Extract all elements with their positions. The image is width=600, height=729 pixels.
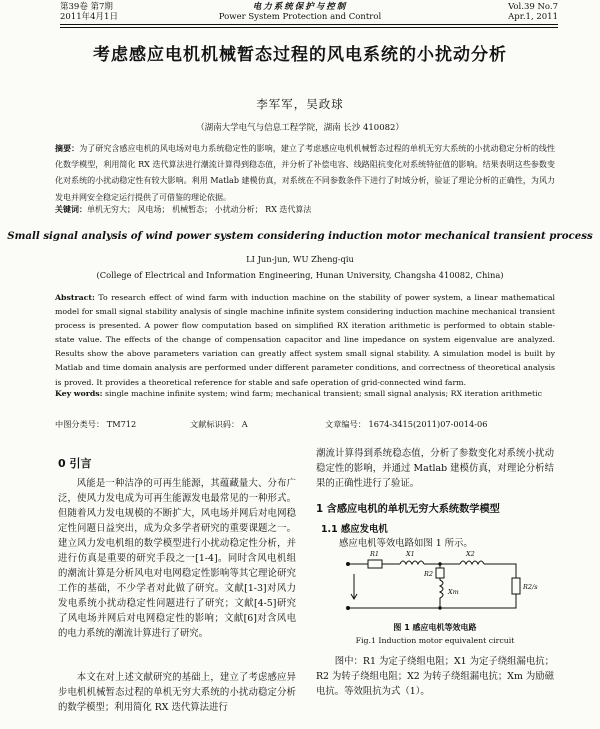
affiliation-cn: （湖南大学电气与信息工程学院，湖南 长沙 410082） [196, 123, 404, 133]
abstract-cn-label: 摘要： [55, 143, 80, 153]
keywords-cn-label: 关键词： [55, 204, 87, 214]
journal-name-cn: 电力系统保护与控制 [252, 2, 348, 12]
resistor-r2-branch [436, 568, 444, 578]
wire-bottom [348, 594, 516, 608]
affiliation-en: (College of Electrical and Information Engineering, Hunan University, Changsha 410082, China) [96, 270, 504, 280]
section-0-heading: 0 引言 [58, 457, 92, 470]
inductor-x2 [460, 561, 484, 564]
abstract-en [55, 291, 555, 390]
label-r2: R2 [424, 570, 434, 578]
keywords-en-label: Key words: [55, 389, 103, 398]
header-vol-no: Vol.39 No.7 [508, 2, 558, 12]
keywords-cn [55, 204, 555, 215]
wire-x2-load [484, 564, 516, 578]
title-cn: 考虑感应电机机械暂态过程的风电系统的小扰动分析 [93, 45, 507, 65]
title-en: Small signal analysis of wind power system considering induction motor mechanical transient process [7, 230, 593, 242]
label-x1: X1 [406, 550, 415, 558]
subsection-1-1-text: 感应电机等效电路如图 1 所示。 [339, 538, 473, 549]
header-volume: 第39卷 第7期 [60, 2, 113, 12]
authors-cn: 李军军，吴政球 [256, 97, 344, 111]
article-number: 文章编号： 1674-3415(2011)07-0014-06 [325, 419, 488, 429]
abstract-cn-text: 为了研究含感应电机的风电场对电力系统稳定性的影响，建立了考虑感应电机机械暂态过程的单机无穷大系统的小扰动稳定分析的线性化数学模型，利用简化 RX 迭代算法进行潮流计算得到稳态值，并分析了补偿电容、线路阻抗变化对系统特征值的影响。结果表明这些参数变化对系统的小扰动稳定性有较大影响。利用 Matlab 建模仿真，对系统在不同参数条件下进行了时域分析，验证了理论分析的正确性，为风力发电并网安全稳定运行提供了可借鉴的理论依据。 [55, 144, 556, 202]
header-volume-en [508, 2, 558, 22]
journal-name-en: Power System Protection and Control [218, 12, 382, 22]
keywords-cn-text: 单机无穷大； 风电场； 机械暂态； 小扰动分析； RX 迭代算法 [87, 205, 312, 214]
label-xm: Xm [448, 588, 459, 596]
intro-paragraph-2: 本文在对上述文献研究的基础上，建立了考虑感应异步电机机械暂态过程的单机无穷大系统的小扰动稳定分析的数学模型；利用简化 RX 迭代算法进行 [58, 672, 296, 713]
inductor-xm [440, 578, 443, 608]
node-top [439, 563, 441, 565]
header-rule [60, 24, 558, 25]
section-1-heading: 1 含感应电机的单机无穷大系统数学模型 [316, 504, 500, 515]
document-code: 文献标识码： A [190, 419, 248, 429]
header-date: 2011年4月1日 [60, 12, 118, 22]
label-r1: R1 [370, 550, 380, 558]
subsection-1-1-heading: 1.1 感应发电机 [321, 524, 388, 535]
abstract-cn [55, 140, 555, 206]
header-rule-thin [60, 27, 558, 28]
figure-1-description: 图中：R1 为定子绕组电阻；X1 为定子绕组漏电抗；R2 为转子绕组电阻；X2 为转子绕组漏电抗；Xm 为励磁电抗。等效阻抗为式（1）。 [316, 656, 554, 697]
terminal-top [347, 563, 350, 566]
keywords-en [55, 389, 555, 398]
resistor-r2s [512, 578, 520, 594]
label-x2: X2 [466, 550, 475, 558]
abstract-en-text: To research effect of wind farm with induction machine on the stability of power system, a linear mathematical model for small signal stability analysis of single machine infinite system considering induction machine mechanical transient process is presented. A power flow computation based on simplified RX iteration arithmetic is performed to obtain stable-state value. The effects of the change of compensation capacitor and line impedance on system eigenvalue are analyzed. Results show the above parameters variation can greatly affect system small signal stability. A simulation model is built by Matlab and time domain analysis are performed under different parameter conditions, and correctness of theoretical analysis is proved. It provides a theoretical reference for stable and safe operation of grid-connected wind farm. [55, 293, 555, 387]
abstract-en-label: Abstract: [55, 293, 95, 302]
figure-1-caption-cn: 图 1 感应电机等效电路 [393, 623, 477, 632]
keywords-en-text: single machine infinite system; wind farm; mechanical transient; small signal analysis; RX iteration arithmetic [105, 389, 542, 398]
right-col-continued: 潮流计算得到系统稳态值，分析了参数变化对系统小扰动稳定性的影响，并通过 Matlab 建模仿真，对理论分析结果的正确性进行了验证。 [316, 448, 554, 489]
node-bottom [439, 607, 441, 609]
figure-1-caption-en: Fig.1 Induction motor equivalent circuit [355, 636, 515, 645]
header-date-en: Apr.1, 2011 [508, 12, 558, 22]
authors-en: LI Jun-jun, WU Zheng-qiu [246, 254, 354, 264]
label-r2s: R2/s [523, 583, 538, 591]
clc-number: 中图分类号： TM712 [55, 419, 137, 429]
terminal-bottom [347, 607, 350, 610]
resistor-r1 [368, 560, 382, 568]
inductor-x1 [400, 561, 424, 564]
figure-1-circuit [340, 546, 540, 618]
intro-paragraph-1: 风能是一种洁净的可再生能源，其蕴藏量大、分布广泛，使风力发电成为可再生能源发电最常见的一种形式。但随着风力发电规模的不断扩大，风电场并网后对电网稳定性问题日益突出，成为众多学者研究的重要课题之一。建立风力发电机组的数学模型进行小扰动稳定性分析，并进行仿真是重要的研究手段之一[1-4]。同时含风电机组的潮流计算是分析风电对电网稳定性影响等其它理论研究工作的基础，不少学者对此做了研究。文献[1-3]对风力发电系统小扰动稳定性问题进行了研究；文献[4-5]研究了风电场并网后对电网稳定性的影响；文献[6]对含风电的电力系统的潮流计算进行了研究。 [58, 478, 296, 639]
